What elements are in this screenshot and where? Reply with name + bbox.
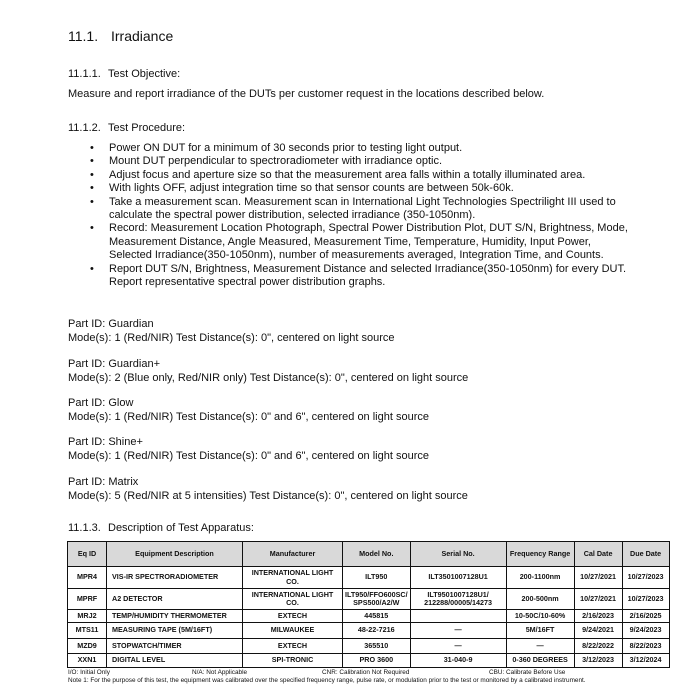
cell-model: 365510 <box>343 639 411 654</box>
objective-title: Test Objective: <box>108 68 181 80</box>
cell-manufacturer: INTERNATIONAL LIGHT CO. <box>243 567 343 589</box>
cell-serial: ILT3501007128U1 <box>410 567 506 589</box>
cell-serial: ILT9501007128U1/ 212288/00005/14273 <box>410 589 506 610</box>
column-header-description: Equipment Description <box>107 542 243 567</box>
bullet-icon: • <box>90 155 94 168</box>
cell-model: 48-22-7216 <box>343 623 411 639</box>
column-header-serial: Serial No. <box>410 542 506 567</box>
procedure-step: • With lights OFF, adjust integration time so that sensor counts are between 50k-60k. <box>90 182 514 195</box>
cell-frequency-range: — <box>506 639 574 654</box>
column-header-eq-id: Eq ID <box>68 542 107 567</box>
cell-cal-date: 10/27/2021 <box>574 567 622 589</box>
cell-frequency-range: 5M/16FT <box>506 623 574 639</box>
cell-description: VIS-IR SPECTRORADIOMETER <box>107 567 243 589</box>
part-id: Part ID: Shine+ <box>68 436 143 448</box>
cell-eq-id: MTS11 <box>68 623 107 639</box>
part-block-shine-plus <box>68 436 429 463</box>
cell-manufacturer: EXTECH <box>243 639 343 654</box>
cell-frequency-range: 200-1100nm <box>506 567 574 589</box>
table-row <box>68 610 670 623</box>
column-header-frequency-range: Frequency Range <box>506 542 574 567</box>
section-title: Irradiance <box>111 28 174 44</box>
cell-manufacturer: EXTECH <box>243 610 343 623</box>
cell-manufacturer: SPI-TRONIC <box>243 654 343 668</box>
part-mode: Mode(s): 2 (Blue only, Red/NIR only) Test Distance(s): 0", centered on light source <box>68 371 469 384</box>
objective-number: 11.1.1. <box>68 68 101 80</box>
legend-na: N/A: Not Applicable <box>192 669 248 676</box>
cell-eq-id: MPRF <box>68 589 107 610</box>
part-block-glow <box>68 397 429 424</box>
cell-manufacturer: INTERNATIONAL LIGHT CO. <box>243 589 343 610</box>
cell-model: 445815 <box>343 610 411 623</box>
cell-due-date: 2/16/2025 <box>622 610 669 623</box>
legend-io: I/O: Initial Only <box>68 669 110 676</box>
procedure-step: • Mount DUT perpendicular to spectroradiometer with irradiance optic. <box>90 155 443 168</box>
part-mode: Mode(s): 1 (Red/NIR) Test Distance(s): 0", centered on light source <box>68 331 395 344</box>
cell-description: MEASURING TAPE (5M/16FT) <box>107 623 243 639</box>
part-mode: Mode(s): 5 (Red/NIR at 5 intensities) Test Distance(s): 0", centered on light source <box>68 489 468 502</box>
cell-due-date: 8/22/2023 <box>622 639 669 654</box>
cell-due-date: 3/12/2024 <box>622 654 669 668</box>
legend-cnr: CNR: Calibration Not Required <box>322 669 410 676</box>
table-legend <box>68 669 668 684</box>
cell-frequency-range: 200-500nm <box>506 589 574 610</box>
table-row <box>68 623 670 639</box>
procedure-step: • Power ON DUT for a minimum of 30 seconds prior to testing light output. <box>90 142 463 154</box>
procedure-step: • Take a measurement scan. Measurement scan in International Light Technologies Spectrilight III used to calculate the spectral power distribution, selected irradiance (350-1050nm). <box>90 195 616 222</box>
section-heading <box>68 28 173 44</box>
cell-model: ILT950/FFO600SC/ SPS500/A2/W <box>343 589 411 610</box>
cell-eq-id: MRJ2 <box>68 610 107 623</box>
cell-eq-id: XXN1 <box>68 654 107 668</box>
section-number: 11.1. <box>68 28 99 44</box>
column-header-due-date: Due Date <box>622 542 669 567</box>
cell-serial <box>410 610 506 623</box>
part-block-matrix <box>68 476 468 503</box>
apparatus-number: 11.1.3. <box>68 522 101 534</box>
column-header-manufacturer: Manufacturer <box>243 542 343 567</box>
cell-cal-date: 9/24/2021 <box>574 623 622 639</box>
cell-due-date: 9/24/2023 <box>622 623 669 639</box>
table-note: Note 1: For the purpose of this test, the equipment was calibrated over the specified frequency range, pulse rate, or modulation prior to the test or monitored by a calibrated instrument. <box>68 676 586 684</box>
column-header-cal-date: Cal Date <box>574 542 622 567</box>
part-block-guardian <box>68 318 395 345</box>
cell-cal-date: 10/27/2021 <box>574 589 622 610</box>
cell-description: TEMP/HUMIDITY THERMOMETER <box>107 610 243 623</box>
cell-eq-id: MZD9 <box>68 639 107 654</box>
procedure-title: Test Procedure: <box>108 122 186 134</box>
part-id: Part ID: Matrix <box>68 476 139 488</box>
procedure-step: • Adjust focus and aperture size so that the measurement area falls within a totally illuminated area. <box>90 168 586 181</box>
cell-cal-date: 2/16/2023 <box>574 610 622 623</box>
apparatus-table <box>67 541 670 668</box>
apparatus-title: Description of Test Apparatus: <box>108 522 254 534</box>
cell-manufacturer: MILWAUKEE <box>243 623 343 639</box>
cell-due-date: 10/27/2023 <box>622 589 669 610</box>
cell-frequency-range: 0-360 DEGREES <box>506 654 574 668</box>
cell-model: PRO 3600 <box>343 654 411 668</box>
table-row <box>68 567 670 589</box>
bullet-icon: • <box>90 142 94 154</box>
table-row <box>68 589 670 610</box>
cell-due-date: 10/27/2023 <box>622 567 669 589</box>
table-row <box>68 654 670 668</box>
cell-eq-id: MPR4 <box>68 567 107 589</box>
cell-serial: 31-040-9 <box>410 654 506 668</box>
part-mode: Mode(s): 1 (Red/NIR) Test Distance(s): 0" and 6", centered on light source <box>68 410 429 423</box>
legend-cbu: CBU: Calibrate Before Use <box>489 669 566 676</box>
cell-cal-date: 8/22/2022 <box>574 639 622 654</box>
cell-description: STOPWATCH/TIMER <box>107 639 243 654</box>
bullet-icon: • <box>90 195 94 208</box>
table-row <box>68 639 670 654</box>
bullet-icon: • <box>90 182 94 195</box>
bullet-icon: • <box>90 262 94 275</box>
cell-frequency-range: 10-50C/10-60% <box>506 610 574 623</box>
cell-description: DIGITAL LEVEL <box>107 654 243 668</box>
procedure-heading <box>68 122 185 134</box>
procedure-step: • Record: Measurement Location Photograph, Spectral Power Distribution Plot, DUT S/N, Brightness, Mode, Measurement Distance, Angle Measured, Measurement Time, Temperature, Humidity, Input Power, Selected Irradiance(350-1050nm), number of measurements averaged, Integration Time, and Counts. <box>90 222 628 262</box>
part-block-guardian-plus <box>68 358 468 385</box>
procedure-number: 11.1.2. <box>68 122 101 134</box>
procedure-step: • Report DUT S/N, Brightness, Measurement Distance and selected Irradiance(350-1050nm) for every DUT. Report representative spectral power distribution graphs. <box>90 262 627 289</box>
cell-description: A2 DETECTOR <box>107 589 243 610</box>
cell-cal-date: 3/12/2023 <box>574 654 622 668</box>
objective-heading <box>68 68 180 80</box>
cell-serial: — <box>410 623 506 639</box>
part-id: Part ID: Guardian+ <box>68 358 161 370</box>
procedure-steps <box>90 142 630 289</box>
objective-text: Measure and report irradiance of the DUTs per customer request in the locations described below. <box>68 88 545 100</box>
cell-serial: — <box>410 639 506 654</box>
bullet-icon: • <box>90 168 94 181</box>
cell-model: ILT950 <box>343 567 411 589</box>
part-id: Part ID: Glow <box>68 397 134 409</box>
part-id: Part ID: Guardian <box>68 318 154 330</box>
part-mode: Mode(s): 1 (Red/NIR) Test Distance(s): 0" and 6", centered on light source <box>68 449 429 462</box>
apparatus-heading <box>68 522 254 534</box>
column-header-model: Model No. <box>343 542 411 567</box>
bullet-icon: • <box>90 222 94 235</box>
table-header-row <box>68 542 670 567</box>
